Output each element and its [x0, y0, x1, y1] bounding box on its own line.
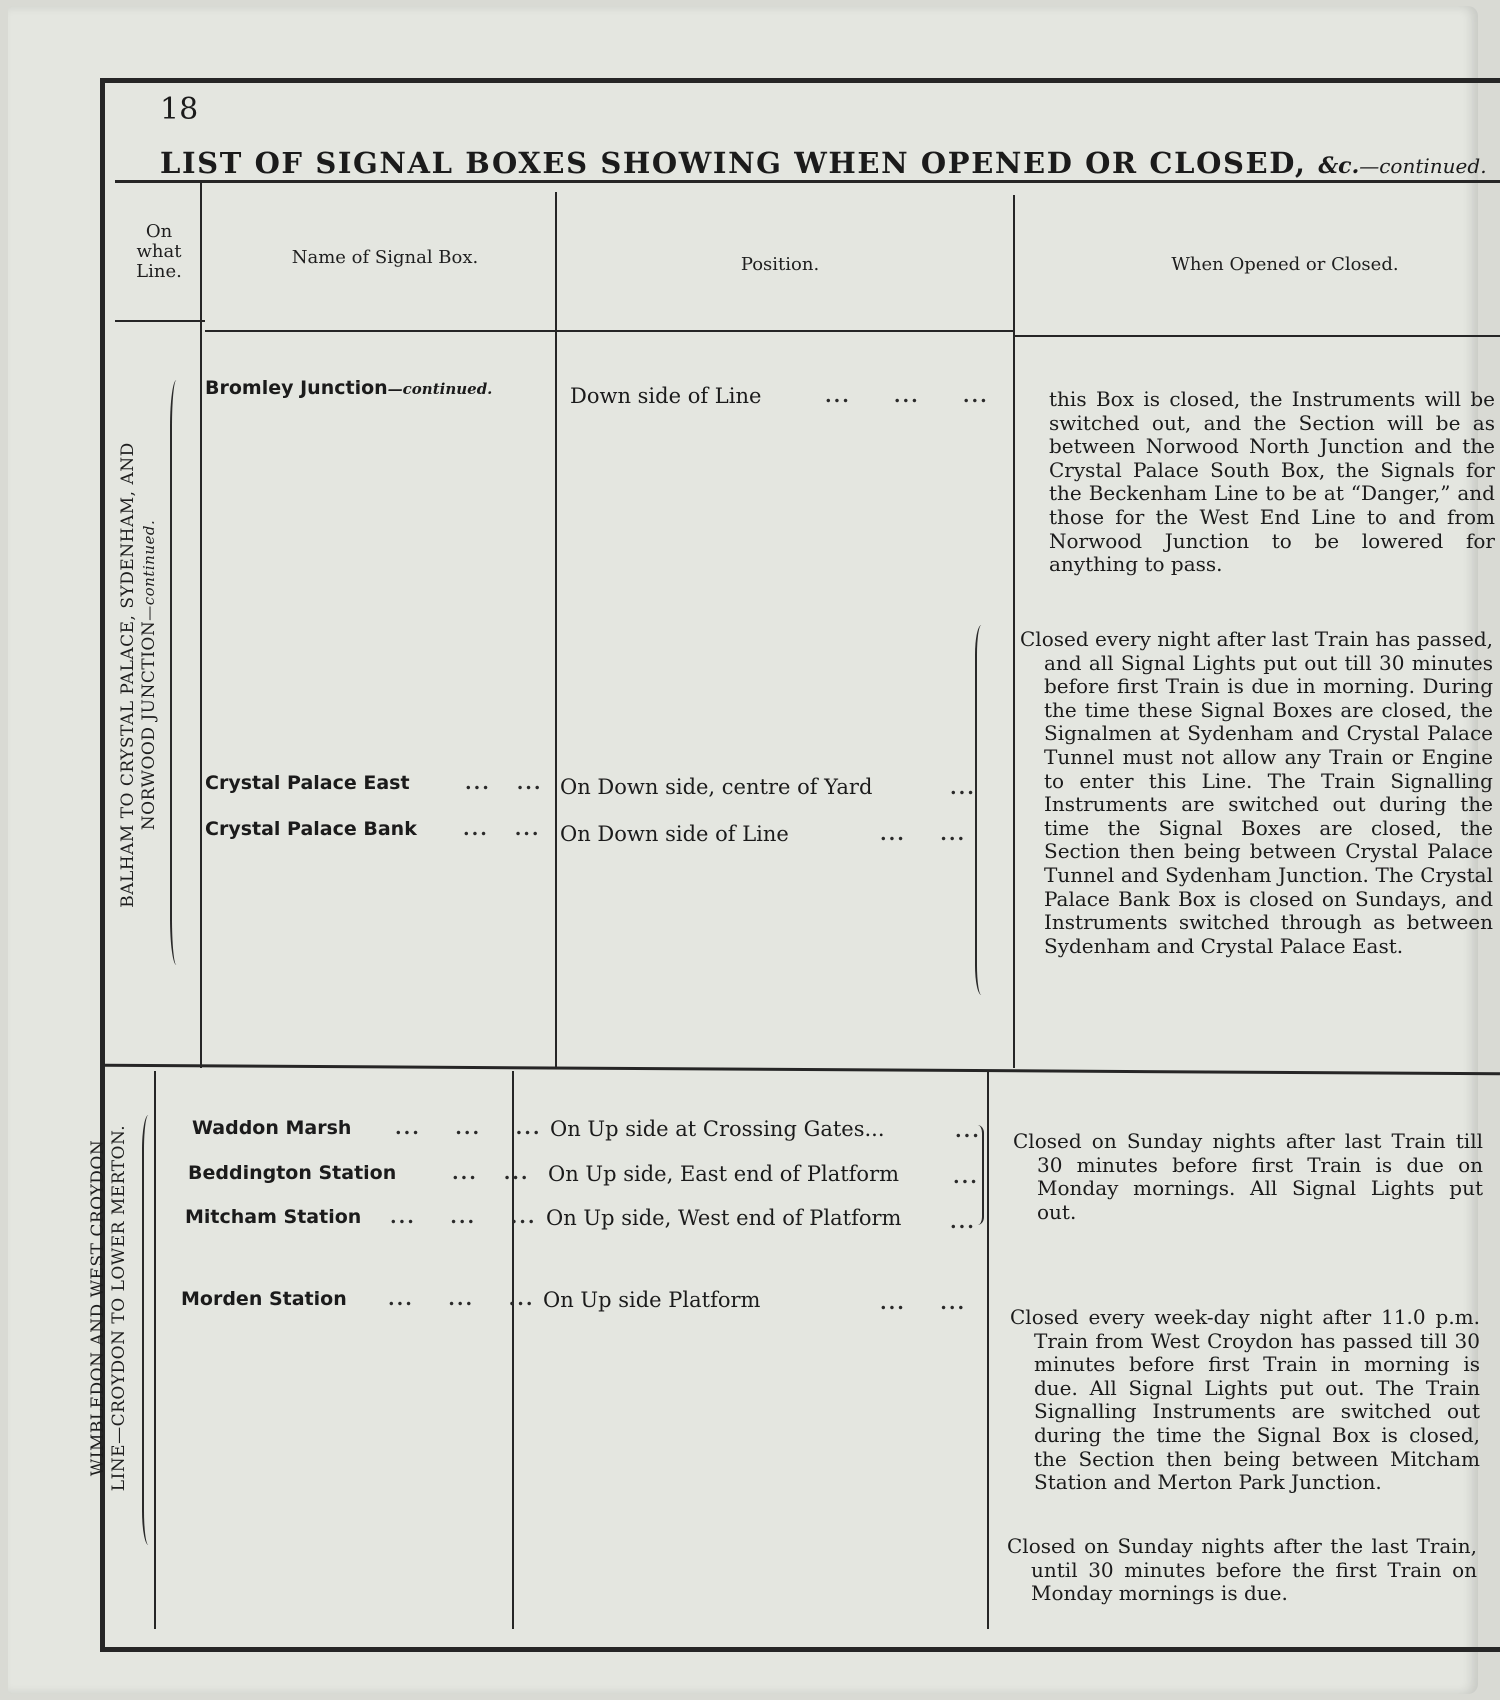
leader-dots: ... — [950, 1211, 976, 1233]
heading-rule — [115, 180, 1500, 183]
column-header-rule-mid — [205, 330, 1015, 332]
section2-brace-right — [968, 1125, 984, 1225]
leader-dots: ... ... ... — [388, 1288, 535, 1310]
section1-note-brace — [975, 625, 991, 995]
section2-line-label — [88, 1068, 130, 1548]
leader-dots: ... ... — [880, 823, 967, 845]
box-name-bromley-junction — [205, 377, 492, 399]
box-name-crystal-palace-bank: Crystal Palace Bank — [205, 818, 417, 840]
leader-dots: ... ... — [465, 772, 543, 794]
heading-suffix: &c. — [1318, 153, 1360, 179]
section1-line-label-cont: —continued. — [140, 519, 158, 621]
section2-note-3: Closed on Sunday nights after the last Train, until 30 minutes before the first Train on Monday mornings is due. — [1007, 1534, 1477, 1606]
column-rule-2a — [555, 192, 557, 1068]
column-rule-3b — [987, 1071, 989, 1629]
column-rule-3a — [1013, 195, 1015, 1068]
column-header-name: Name of Signal Box. — [291, 247, 479, 268]
section2-line-label-2: LINE—CROYDON TO LOWER MERTON. — [109, 1124, 129, 1492]
box-position-mitcham-station: On Up side, West end of Platform — [546, 1206, 902, 1230]
section2-brace — [142, 1115, 158, 1545]
column-header-rule-right — [1015, 335, 1500, 337]
section1-note-1: this Box is closed, the Instruments will be switched out, and the Section will be as between Norwood North Junction and the Crystal Palace South Box, the Signals for the Beckenham Line to be at “Danger,” and those for the West End Line to and from Norwood Junction to be lowered for anything to pass. — [1049, 387, 1495, 577]
box-position-crystal-palace-east: On Down side, centre of Yard — [560, 775, 873, 799]
box-position-bromley-junction: Down side of Line — [570, 384, 762, 408]
column-header-when: When Opened or Closed. — [1171, 254, 1399, 275]
leader-dots: ... ... — [452, 1162, 530, 1184]
box-name-crystal-palace-east: Crystal Palace East — [205, 772, 410, 794]
section1-line-label — [118, 405, 160, 945]
section2-note-1: Closed on Sunday nights after last Train till 30 minutes before first Train is due on Monday mornings. All Signal Lights put out. — [1013, 1129, 1483, 1224]
page-number: 18 — [160, 92, 199, 127]
section1-line-label-2-wrap — [139, 405, 160, 945]
box-name-bromley-text: Bromley Junction — [205, 377, 388, 399]
heading-text: LIST OF SIGNAL BOXES SHOWING WHEN OPENED OR CLOSED, — [160, 146, 1307, 180]
leader-dots: ... — [950, 777, 976, 799]
column-header-line: On what Line. — [136, 221, 182, 282]
column-rule-1a — [200, 183, 202, 1068]
box-name-beddington-station: Beddington Station — [188, 1162, 397, 1184]
box-name-bromley-cont: —continued. — [387, 380, 493, 398]
box-name-morden-station: Morden Station — [181, 1288, 347, 1310]
leader-dots: ... — [953, 1166, 979, 1188]
section2-line-label-1: WIMBLEDON AND WEST CROYDON — [88, 1139, 108, 1477]
box-position-crystal-palace-bank: On Down side of Line — [560, 822, 789, 846]
leader-dots: ... ... ... — [390, 1206, 537, 1228]
leader-dots: ... — [955, 1120, 981, 1142]
leader-dots: ... ... ... — [395, 1117, 542, 1139]
section1-brace — [170, 380, 186, 965]
section1-line-label-2: NORWOOD JUNCTION — [139, 620, 159, 831]
section1-note-2: Closed every night after last Train has passed, and all Signal Lights put out till 30 minutes before first Train is due in morning. During the time these Signal Boxes are closed, the Signalmen at Sydenham and Crystal Palace Tunnel must not allow any Train or Engine to enter this Line. The Train Signalling Instruments are switched out during the time the Signal Boxes are closed, the Section then being between Crystal Palace Tunnel and Sydenham Junction. The Crystal Palace Bank Box is closed on Sundays, and Instruments switched through as between Sydenham and Crystal Palace East. — [1020, 627, 1493, 958]
box-name-mitcham-station: Mitcham Station — [185, 1206, 362, 1228]
section2-note-2: Closed every week-day night after 11.0 p.m. Train from West Croydon has passed till 30 minutes before first Train in morning is due. All Signal Lights put out. The Train Signalling Instruments are switched out during the time the Signal Box is closed, the Section then being between Mitcham Station and Merton Park Junction. — [1010, 1305, 1480, 1495]
box-name-waddon-marsh: Waddon Marsh — [192, 1117, 352, 1139]
leader-dots: ... ... — [880, 1292, 967, 1314]
leader-dots: ... ... — [463, 818, 541, 840]
box-position-beddington-station: On Up side, East end of Platform — [548, 1162, 900, 1186]
column-rule-2b — [512, 1071, 514, 1629]
leader-dots: ... ... ... — [825, 385, 989, 407]
column-header-rule-left — [115, 320, 205, 322]
box-position-morden-station: On Up side Platform — [543, 1288, 761, 1312]
box-position-waddon-marsh: On Up side at Crossing Gates... — [550, 1117, 885, 1141]
section1-line-label-1: BALHAM TO CRYSTAL PALACE, SYDENHAM, AND — [118, 442, 138, 908]
heading-continued: —continued. — [1359, 154, 1487, 178]
page-heading — [160, 146, 1490, 180]
column-header-position: Position. — [740, 254, 820, 275]
